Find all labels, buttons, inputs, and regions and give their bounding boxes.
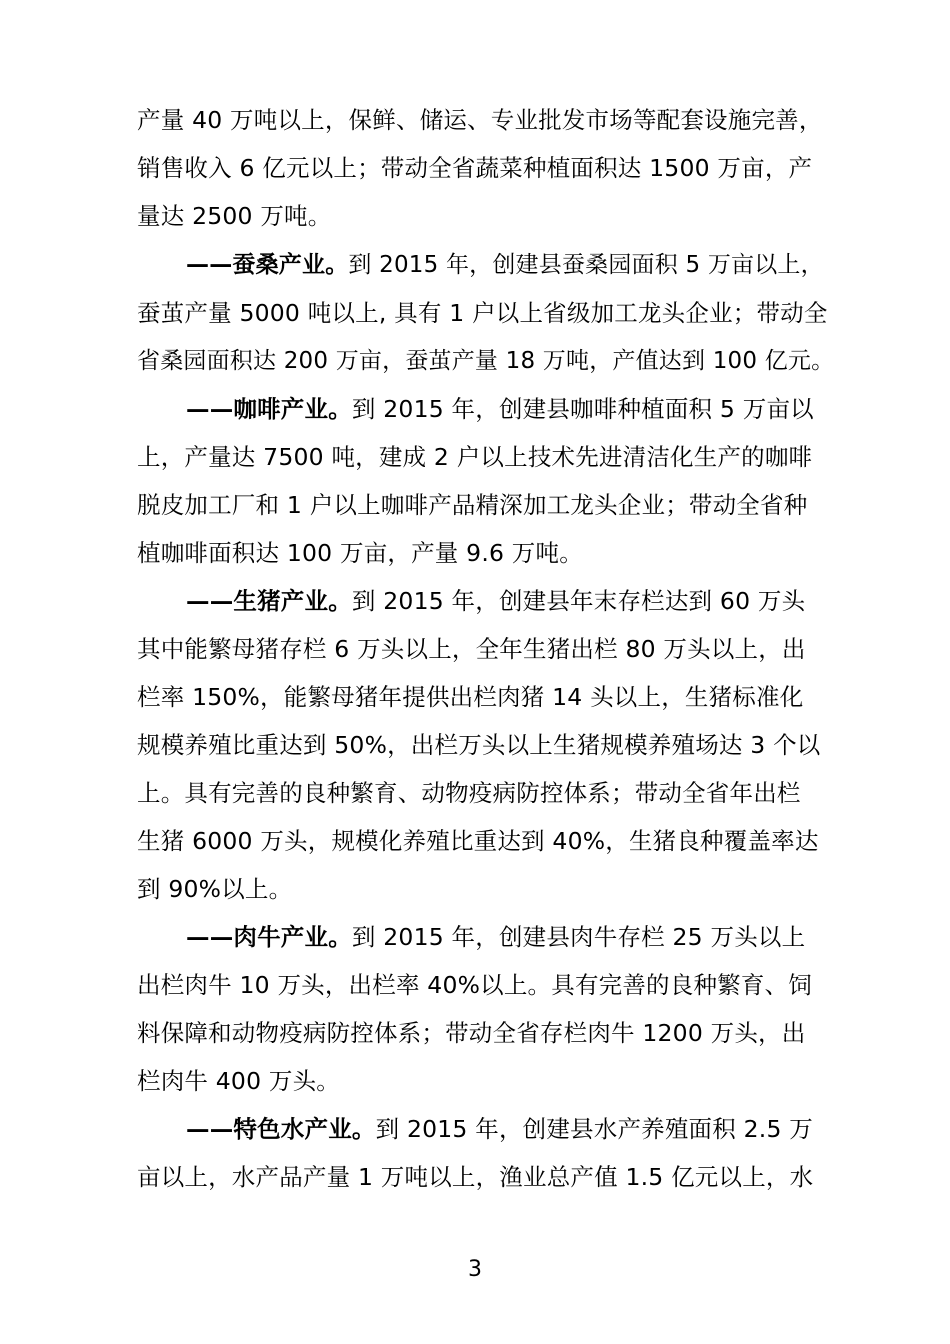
section-heading: ——蚕桑产业。 — [186, 252, 349, 278]
line-text: 到 2015 年，创建县咖啡种植面积 5 万亩以 — [351, 395, 814, 423]
paragraph-line — [137, 629, 837, 669]
line-text: 规模养殖比重达到 50%，出栏万头以上生猪规模养殖场达 3 个以 — [137, 731, 821, 759]
section-heading: ——特色水产业。 — [186, 1115, 376, 1143]
line-text: 到 2015 年，创建县蚕桑园面积 5 万亩以上， — [348, 252, 824, 278]
line-text: 脱皮加工厂和 1 户以上咖啡产品精深加工龙头企业；带动全省种 — [137, 491, 808, 519]
line-text: 料保障和动物疫病防控体系；带动全省存栏肉牛 1200 万头，出 — [137, 1019, 806, 1047]
paragraph-line — [137, 869, 837, 909]
section-heading-line — [186, 917, 837, 957]
paragraph-line — [137, 725, 837, 765]
paragraph-line — [137, 293, 837, 333]
paragraph-line — [137, 821, 837, 861]
line-text: 量达 2500 万吨。 — [137, 202, 332, 230]
paragraph-line — [137, 341, 837, 381]
line-text: 销售收入 6 亿元以上；带动全省蔬菜种植面积达 1500 万亩，产 — [137, 154, 813, 182]
line-text: 到 2015 年，创建县水产养殖面积 2.5 万 — [375, 1115, 813, 1143]
line-text: 栏肉牛 400 万头。 — [137, 1067, 340, 1095]
line-text: 上。具有完善的良种繁育、动物疫病防控体系；带动全省年出栏 — [137, 779, 801, 807]
paragraph-line — [137, 196, 837, 236]
paragraph-line — [137, 1061, 837, 1101]
line-text: 出栏肉牛 10 万头，出栏率 40%以上。具有完善的良种繁育、饲 — [137, 971, 812, 999]
section-heading-line — [186, 581, 837, 621]
section-heading-line — [186, 245, 837, 285]
line-text: 蚕茧产量 5000 吨以上, 具有 1 户以上省级加工龙头企业；带动全 — [137, 299, 828, 327]
line-text: 其中能繁母猪存栏 6 万头以上，全年生猪出栏 80 万头以上，出 — [137, 635, 806, 663]
line-text: 植咖啡面积达 100 万亩，产量 9.6 万吨。 — [137, 539, 583, 567]
paragraph-line — [137, 437, 837, 477]
section-heading: ——咖啡产业。 — [186, 395, 352, 423]
line-text: 栏率 150%，能繁母猪年提供出栏肉猪 14 头以上，生猪标准化 — [137, 683, 804, 711]
line-text: 产量 40 万吨以上，保鲜、储运、专业批发市场等配套设施完善， — [137, 106, 823, 134]
line-text: 生猪 6000 万头，规模化养殖比重达到 40%，生猪良种覆盖率达 — [137, 827, 819, 855]
paragraph-line — [137, 677, 837, 717]
paragraph-line — [137, 100, 837, 140]
paragraph-line — [137, 485, 837, 525]
section-heading-line — [186, 389, 837, 429]
section-heading: ——肉牛产业。 — [186, 923, 352, 951]
paragraph-line — [137, 533, 837, 573]
line-text: 上，产量达 7500 吨，建成 2 户以上技术先进清洁化生产的咖啡 — [137, 443, 813, 471]
line-text: 到 2015 年，创建县年末存栏达到 60 万头 — [351, 587, 806, 615]
line-text: 省桑园面积达 200 万亩，蚕茧产量 18 万吨，产值达到 100 亿元。 — [137, 348, 835, 374]
section-heading: ——生猪产业。 — [186, 587, 352, 615]
line-text: 亩以上，水产品产量 1 万吨以上，渔业总产值 1.5 亿元以上，水 — [137, 1163, 814, 1191]
paragraph-line — [137, 773, 837, 813]
paragraph-line — [137, 1157, 837, 1197]
paragraph-line — [137, 148, 837, 188]
page-number: 3 — [468, 1257, 482, 1282]
line-text: 到 2015 年，创建县肉牛存栏 25 万头以上 — [351, 923, 806, 951]
paragraph-line — [137, 1013, 837, 1053]
paragraph-line — [137, 965, 837, 1005]
section-heading-line — [186, 1109, 837, 1149]
line-text: 到 90%以上。 — [137, 875, 293, 903]
